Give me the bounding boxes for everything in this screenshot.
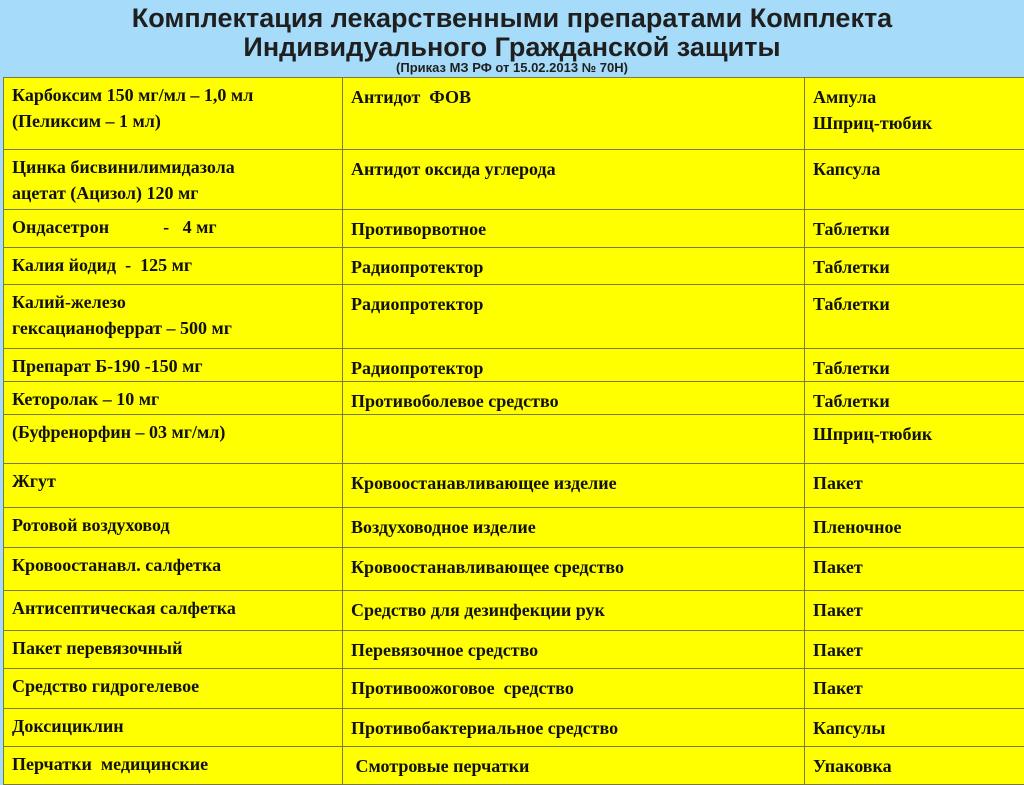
drug-table <box>3 77 1024 785</box>
dosage-form: Пакет <box>813 597 1016 623</box>
title-line-2: Индивидуального Гражданской защиты <box>0 33 1024 62</box>
purpose-cell <box>343 747 805 785</box>
table-row <box>4 248 1024 285</box>
dosage-form: Шприц-тюбик <box>813 421 1016 447</box>
purpose: Антидот ФОВ <box>351 84 796 110</box>
drug-name-cell <box>4 747 343 785</box>
table-row <box>4 669 1024 709</box>
form-cell <box>805 285 1024 349</box>
table-row <box>4 591 1024 631</box>
drug-name: Средство гидрогелевое <box>12 673 334 699</box>
drug-name: Кеторолак – 10 мг <box>12 386 334 412</box>
drug-name-cell <box>4 548 343 591</box>
form-cell <box>805 669 1024 709</box>
purpose: Воздуховодное изделие <box>351 514 796 540</box>
dosage-form: Ампула <box>813 84 1016 110</box>
purpose-cell <box>343 349 805 382</box>
dosage-form: Таблетки <box>813 216 1016 242</box>
drug-name-cell <box>4 591 343 631</box>
dosage-form: Таблетки <box>813 355 1016 381</box>
purpose: Противоожоговое средство <box>351 675 796 701</box>
table-row <box>4 210 1024 248</box>
dosage-form-line2: Шприц-тюбик <box>813 110 1016 136</box>
purpose: Антидот оксида углерода <box>351 156 796 182</box>
form-cell <box>805 709 1024 747</box>
dosage-form: Упаковка <box>813 753 1016 779</box>
purpose: Кровоостанавливающее средство <box>351 554 796 580</box>
table-row <box>4 150 1024 210</box>
purpose: Перевязочное средство <box>351 637 796 663</box>
purpose-cell <box>343 285 805 349</box>
purpose: Противоболевое средство <box>351 388 796 414</box>
form-cell <box>805 508 1024 548</box>
drug-name: Кровоостанавл. салфетка <box>12 552 334 578</box>
purpose-cell <box>343 382 805 415</box>
purpose: Радиопротектор <box>351 355 796 381</box>
table-row <box>4 349 1024 382</box>
purpose: Средство для дезинфекции рук <box>351 597 796 623</box>
drug-name: Карбоксим 150 мг/мл – 1,0 мл <box>12 82 334 108</box>
dosage-form: Таблетки <box>813 291 1016 317</box>
form-cell <box>805 349 1024 382</box>
drug-name-cell <box>4 464 343 508</box>
purpose-cell <box>343 464 805 508</box>
form-cell <box>805 591 1024 631</box>
dosage-form: Пакет <box>813 470 1016 496</box>
drug-name: Ротовой воздуховод <box>12 512 334 538</box>
table-row <box>4 415 1024 464</box>
dosage-form: Капсула <box>813 156 1016 182</box>
drug-name-cell <box>4 415 343 464</box>
drug-name-cell <box>4 508 343 548</box>
drug-name-cell <box>4 210 343 248</box>
purpose-cell <box>343 210 805 248</box>
table-row <box>4 382 1024 415</box>
dosage-form: Таблетки <box>813 388 1016 414</box>
purpose: Смотровые перчатки <box>351 753 796 779</box>
purpose-cell <box>343 415 805 464</box>
form-cell <box>805 382 1024 415</box>
drug-name-line2: ацетат (Ацизол) 120 мг <box>12 180 334 206</box>
form-cell <box>805 747 1024 785</box>
purpose-cell <box>343 669 805 709</box>
page-title <box>0 4 1024 62</box>
drug-name: Жгут <box>12 468 334 494</box>
drug-name-cell <box>4 382 343 415</box>
table-row <box>4 709 1024 747</box>
form-cell <box>805 464 1024 508</box>
drug-name-cell <box>4 150 343 210</box>
drug-name-cell <box>4 669 343 709</box>
title-line-1: Комплектация лекарственными препаратами Комплекта <box>0 4 1024 33</box>
table-row <box>4 747 1024 785</box>
table-row <box>4 508 1024 548</box>
order-reference: (Приказ МЗ РФ от 15.02.2013 № 70Н) <box>0 61 1024 75</box>
purpose-cell <box>343 631 805 669</box>
dosage-form: Пленочное <box>813 514 1016 540</box>
table-row <box>4 548 1024 591</box>
drug-name-line2: (Пеликсим – 1 мл) <box>12 108 334 134</box>
dosage-form: Таблетки <box>813 254 1016 280</box>
drug-name-cell <box>4 285 343 349</box>
purpose: Радиопротектор <box>351 291 796 317</box>
drug-name: Калий-железо <box>12 289 334 315</box>
purpose-cell <box>343 591 805 631</box>
drug-name: Ондасетрон - 4 мг <box>12 214 334 240</box>
dosage-form: Пакет <box>813 637 1016 663</box>
form-cell <box>805 210 1024 248</box>
drug-name: Калия йодид - 125 мг <box>12 252 334 278</box>
form-cell <box>805 415 1024 464</box>
form-cell <box>805 150 1024 210</box>
form-cell <box>805 248 1024 285</box>
drug-name: (Буфренорфин – 03 мг/мл) <box>12 419 334 445</box>
drug-name: Доксициклин <box>12 713 334 739</box>
form-cell <box>805 548 1024 591</box>
dosage-form: Пакет <box>813 675 1016 701</box>
purpose: Противорвотное <box>351 216 796 242</box>
purpose-cell <box>343 248 805 285</box>
drug-name-cell <box>4 248 343 285</box>
purpose-cell <box>343 548 805 591</box>
form-cell <box>805 631 1024 669</box>
drug-name: Пакет перевязочный <box>12 635 334 661</box>
drug-name: Цинка бисвинилимидазола <box>12 154 334 180</box>
dosage-form: Капсулы <box>813 715 1016 741</box>
dosage-form: Пакет <box>813 554 1016 580</box>
table-row <box>4 464 1024 508</box>
drug-name-cell <box>4 709 343 747</box>
drug-name: Препарат Б-190 -150 мг <box>12 353 334 379</box>
purpose: Противобактериальное средство <box>351 715 796 741</box>
drug-name-cell <box>4 78 343 150</box>
drug-name-cell <box>4 349 343 382</box>
table-row <box>4 285 1024 349</box>
purpose: Кровоостанавливающее изделие <box>351 470 796 496</box>
purpose: Радиопротектор <box>351 254 796 280</box>
drug-name-line2: гексацианоферрат – 500 мг <box>12 315 334 341</box>
drug-name-cell <box>4 631 343 669</box>
purpose-cell <box>343 508 805 548</box>
form-cell <box>805 78 1024 150</box>
table-row <box>4 78 1024 150</box>
purpose-cell <box>343 150 805 210</box>
drug-name: Перчатки медицинские <box>12 751 334 777</box>
purpose-cell <box>343 78 805 150</box>
drug-name: Антисептическая салфетка <box>12 595 334 621</box>
purpose-cell <box>343 709 805 747</box>
table-row <box>4 631 1024 669</box>
